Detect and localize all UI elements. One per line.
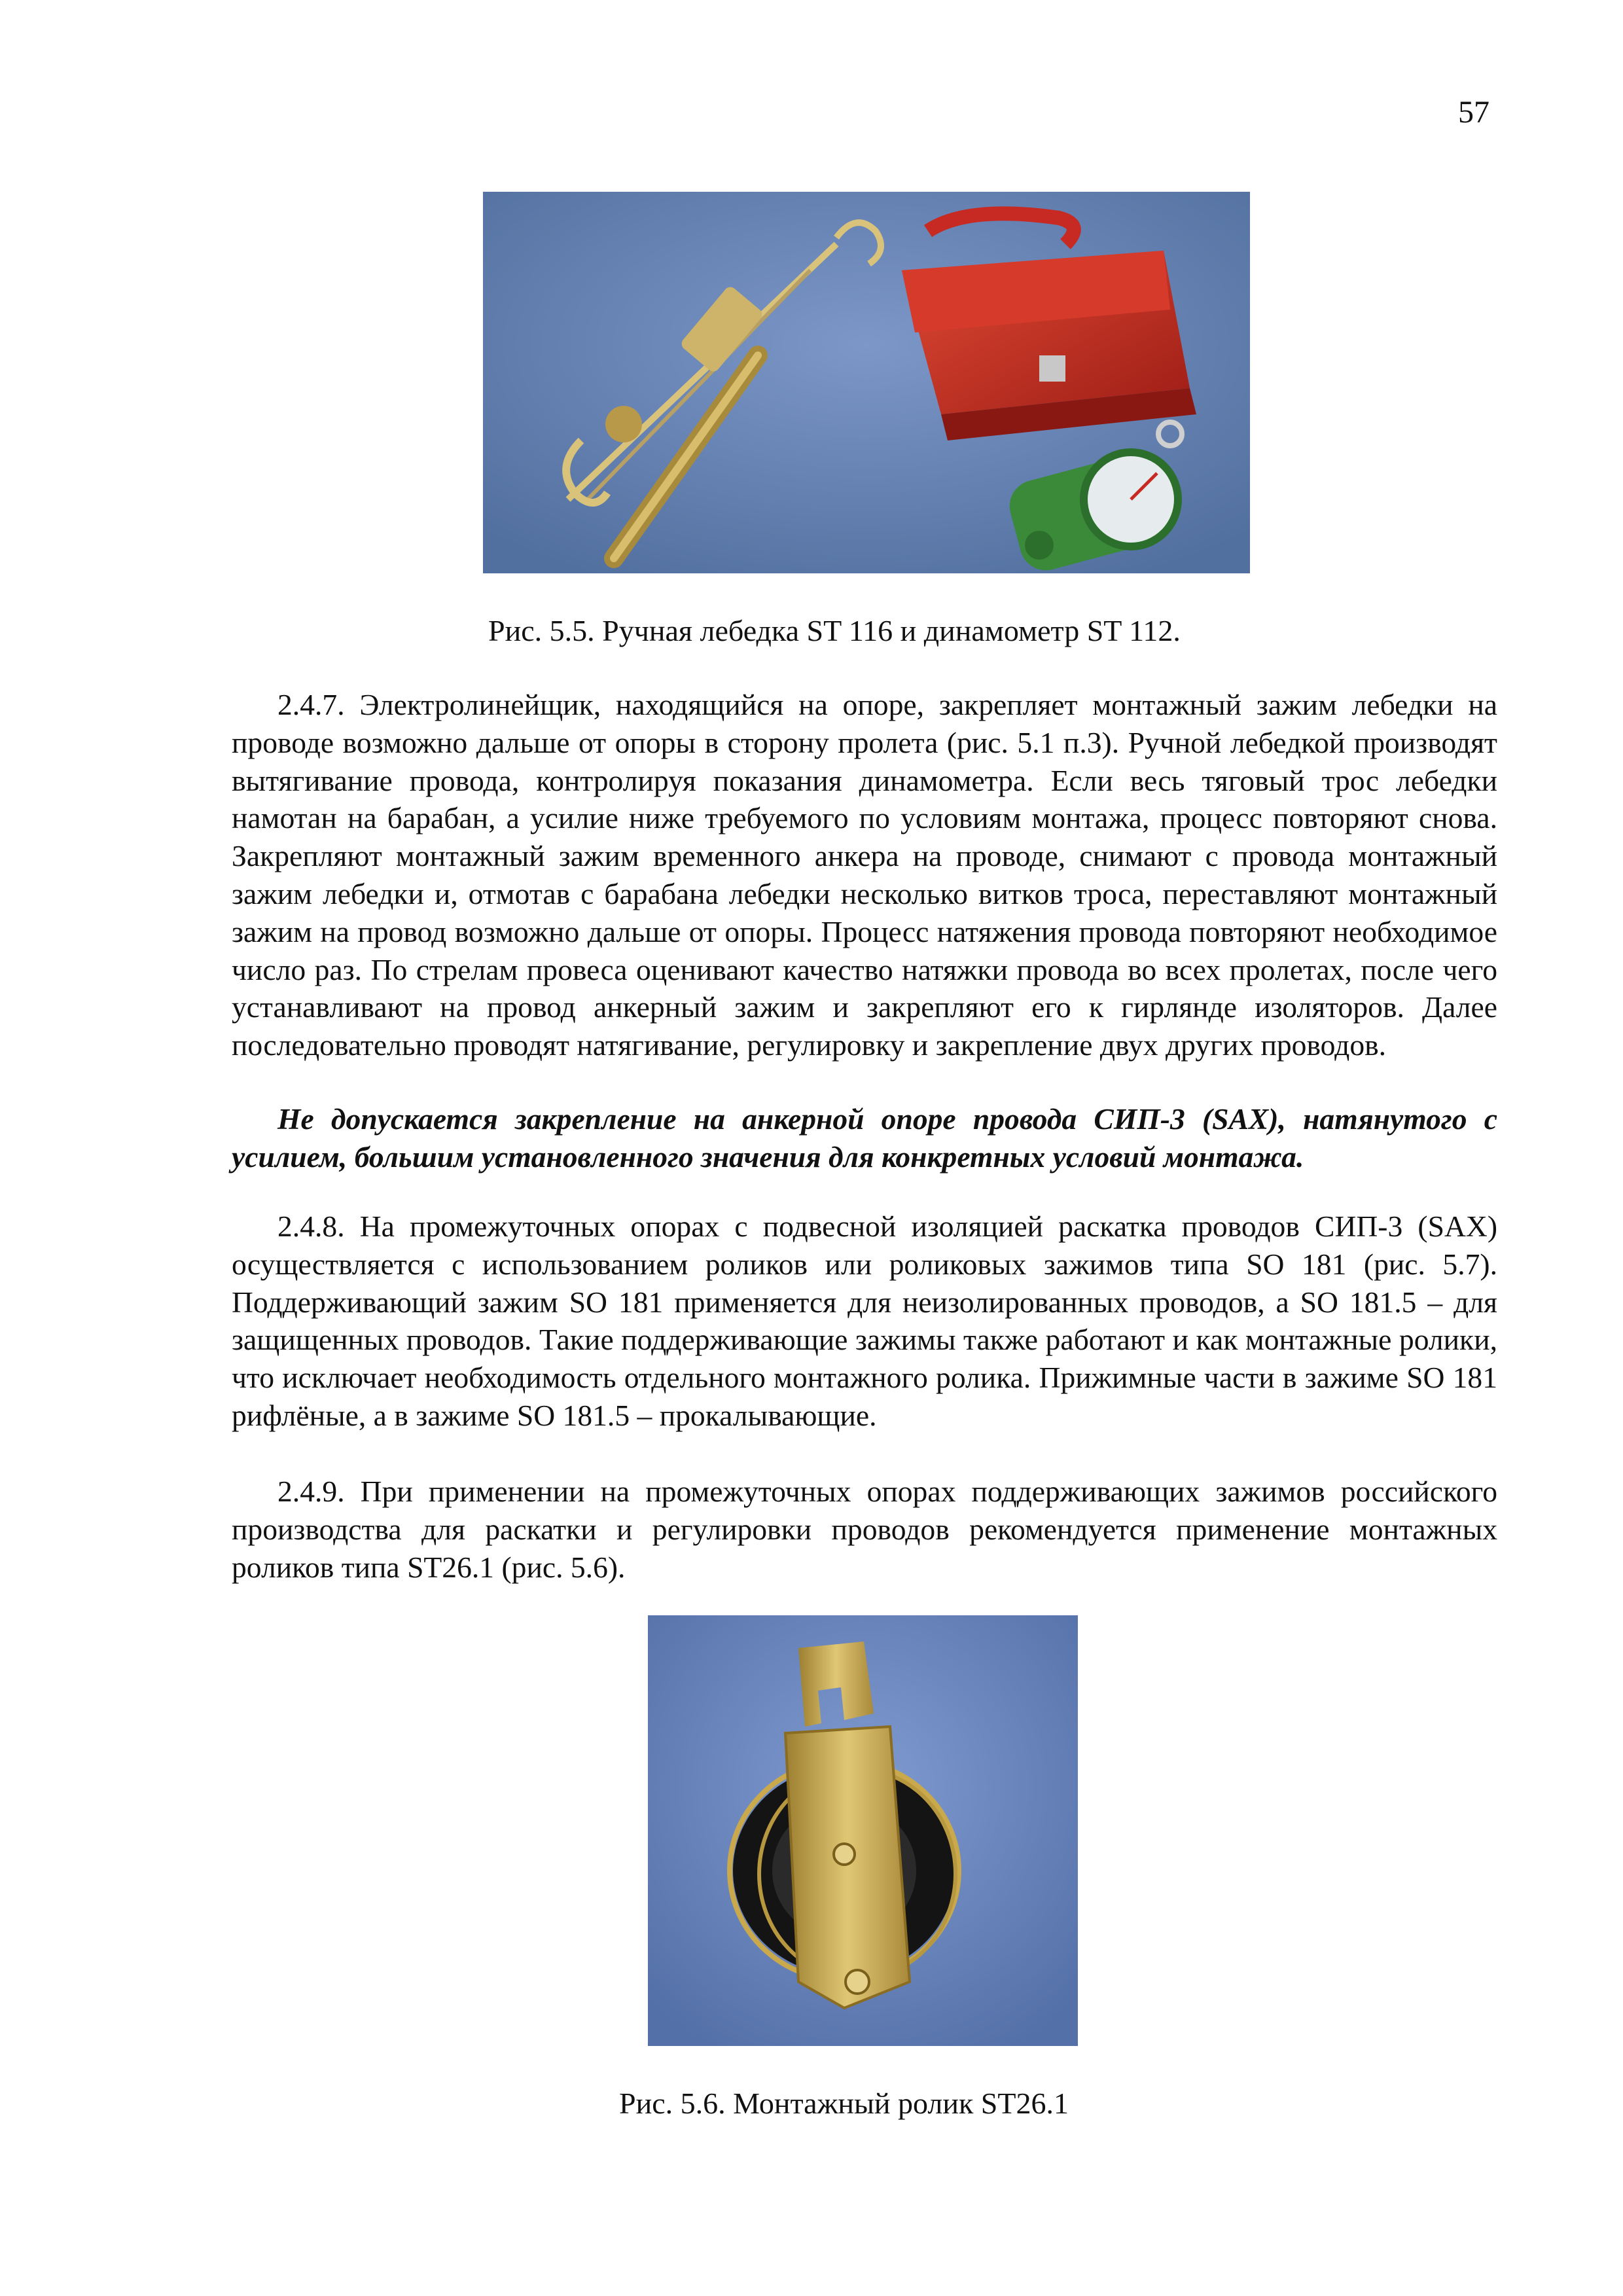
winch-dynamometer-illustration [483,192,1250,573]
figure-pulley-roller-photo [648,1615,1078,2046]
paragraph-2-4-8 [232,1208,1497,1435]
paragraph-2-4-9 [232,1473,1497,1586]
warning-paragraph [232,1100,1497,1176]
figure-caption: Рис. 5.5. Ручная лебедка ST 116 и динамометр ST 112. [488,614,1181,647]
warning-text: Не допускается закрепление на анкерной опоре провода СИП-3 (SAX), натянутого с усилием, большим установленного значения для конкретных условий монтажа. [232,1102,1497,1174]
paragraph-text: 2.4.8. На промежуточных опорах с подвесной изоляцией раскатка проводов СИП-3 (SAX) осуществляется с использованием роликов или роликовых зажимов типа SO 181 (рис. 5.7). Поддерживающий зажим SO 181 применяется для неизолированных проводов, а SO 181.5 – для защищенных проводов. Такие поддерживающие зажимы также работают и как монтажные ролики, что исключает необходимость отдельного монтажного ролика. Прижимные части в зажиме SO 181 рифлёные, а в зажиме SO 181.5 – прокалывающие. [232,1210,1497,1432]
paragraph-text: 2.4.9. При применении на промежуточных опорах поддерживающих зажимов российского производства для раскатки и регулировки проводов рекомендуется применение монтажных роликов типа ST26.1 (рис. 5.6). [232,1475,1497,1584]
paragraph-text: 2.4.7. Электролинейщик, находящийся на опоре, закрепляет монтажный зажим лебедки на проводе возможно дальше от опоры в сторону пролета (рис. 5.1 п.3). Ручной лебедкой производят вытягивание провода, контролируя показания динамометра. Если весь тяговый трос лебедки намотан на барабан, а усилие ниже требуемого по условиям монтажа, процесс повторяют снова. Закрепляют монтажный зажим временного анкера на проводе, снимают с провода монтажный зажим лебедки и, отмотав с барабана лебедки несколько витков троса, переставляют монтажный зажим на провод возможно дальше от опоры. Процесс натяжения провода повторяют необходимое число раз. По стрелам провеса оценивают качество натяжки провода во всех пролетах, после чего устанавливают на провод анкерный зажим и закрепляют его к гирлянде изоляторов. Далее последовательно проводят натягивание, регулировку и закрепление двух других проводов. [232,688,1497,1062]
figure-caption: Рис. 5.6. Монтажный ролик ST26.1 [619,2087,1069,2120]
paragraph-2-4-7 [232,686,1497,1064]
pulley-roller-illustration [648,1615,1078,2046]
figure-winch-dynamometer-photo [483,192,1250,573]
page-number: 57 [1458,95,1489,130]
